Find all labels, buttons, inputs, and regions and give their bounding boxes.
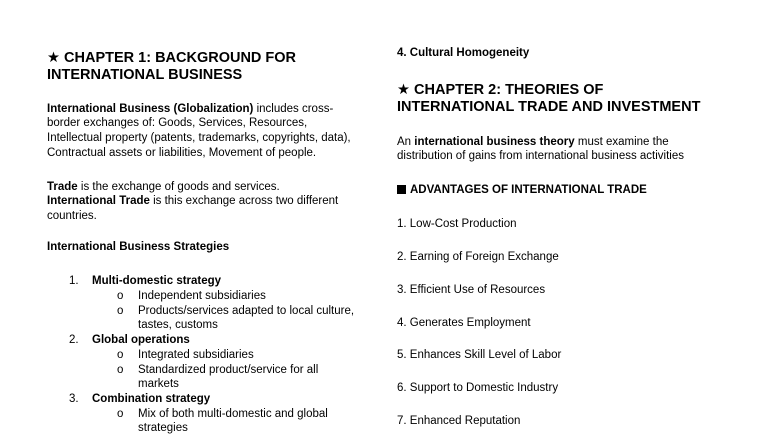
ib-para-line3: Intellectual property (patents, trademarks, copyrights, data), (47, 132, 351, 144)
strategies-heading: International Business Strategies (47, 241, 230, 253)
advantage-item: 6. Support to Domestic Industry (397, 382, 559, 394)
star-icon: ★ (47, 50, 60, 66)
advantage-item: 7. Enhanced Reputation (397, 415, 521, 427)
chapter2-title-line2: INTERNATIONAL TRADE AND INVESTMENT (397, 99, 701, 115)
strategy-bullet: Independent subsidiaries (138, 290, 266, 302)
chapter1-title-line1: ★ CHAPTER 1: BACKGROUND FOR (47, 50, 297, 66)
chapter1-title-line2: INTERNATIONAL BUSINESS (47, 67, 243, 83)
star-icon: ★ (397, 82, 410, 98)
strategy-bullet: Mix of both multi-domestic and global strategies (138, 408, 328, 434)
bullet-icon: o (117, 290, 124, 302)
advantage-item: 3. Efficient Use of Resources (397, 284, 546, 296)
square-icon (397, 185, 406, 194)
trade-para-line1: Trade is the exchange of goods and services. (47, 181, 280, 193)
cultural-homogeneity-item: 4. Cultural Homogeneity (397, 47, 530, 59)
advantage-item: 5. Enhances Skill Level of Labor (397, 349, 562, 361)
advantage-item: 4. Generates Employment (397, 317, 531, 329)
advantages-heading: ADVANTAGES OF INTERNATIONAL TRADE (397, 184, 647, 198)
strategy-label: Combination strategy (92, 393, 211, 405)
strategy-number: 2. (69, 334, 79, 346)
trade-para-line3: countries. (47, 210, 97, 222)
trade-para-line2: International Trade is this exchange across two different (47, 195, 339, 207)
advantage-item: 2. Earning of Foreign Exchange (397, 251, 559, 263)
ib-para-line2: border exchanges of: Goods, Services, Resources, (47, 117, 308, 129)
bullet-icon: o (117, 408, 124, 420)
theory-para-line1: An international business theory must examine the (397, 136, 669, 148)
strategy-number: 1. (69, 275, 79, 287)
bullet-icon: o (117, 305, 124, 317)
strategy-label: Global operations (92, 334, 190, 346)
strategy-bullet: Integrated subsidiaries (138, 349, 254, 361)
strategy-bullet: Standardized product/service for all markets (138, 364, 319, 390)
theory-para-line2: distribution of gains from international business activities (397, 150, 685, 162)
chapter2-title-line1: ★ CHAPTER 2: THEORIES OF (397, 82, 604, 98)
strategy-label: Multi-domestic strategy (92, 275, 222, 287)
ib-para-line4: Contractual assets or liabilities, Movement of people. (47, 147, 317, 159)
advantage-item: 1. Low-Cost Production (397, 218, 517, 230)
ib-para-line1: International Business (Globalization) includes cross- (47, 103, 334, 115)
strategy-bullet: Products/services adapted to local culture, tastes, customs (138, 305, 355, 331)
bullet-icon: o (117, 364, 124, 376)
bullet-icon: o (117, 349, 124, 361)
strategy-number: 3. (69, 393, 79, 405)
